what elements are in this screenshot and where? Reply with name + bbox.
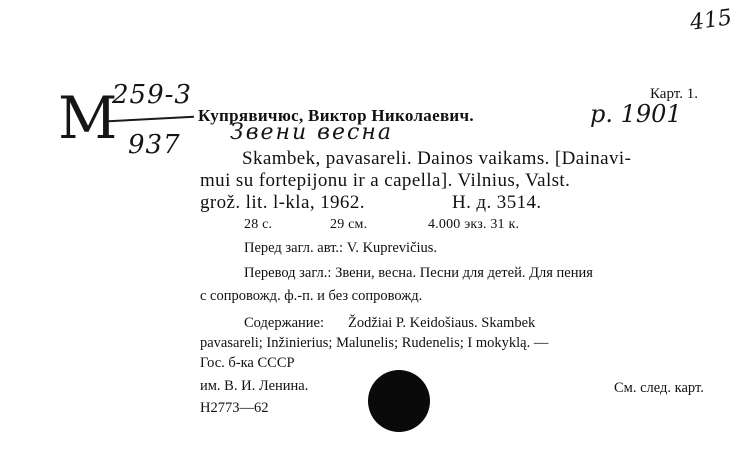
see-next-card: См. след. карт.: [614, 380, 704, 396]
handwritten-title: Звени весна: [230, 120, 393, 145]
shelfmark-divider: [108, 116, 194, 122]
shelfmark-top: 259-3: [112, 80, 192, 110]
description-line-1: Skambek, pavasareli. Dainos vaikams. [Dainavi-: [242, 148, 632, 169]
note-translation-1: Перевод загл.: Звени, весна. Песни для детей. Для пения: [244, 265, 593, 281]
note-title-author: Перед загл. авт.: V. Kuprevičius.: [244, 240, 438, 256]
physical-pages: 28 с.: [244, 217, 273, 232]
author-heading: Купрявичюс, Виктор Николаевич.: [198, 106, 474, 125]
library-line-1: Гос. б-ка СССР: [200, 355, 295, 371]
shelfmark-letter: М: [58, 84, 116, 152]
card-number: Н2773—62: [200, 400, 269, 416]
corner-note: 415: [688, 5, 734, 36]
physical-size: 29 см.: [330, 217, 368, 232]
note-translation-2: с сопровожд. ф.-п. и без сопровожд.: [200, 288, 423, 304]
ink-blot: [368, 370, 430, 432]
description-line-2: mui su fortepijonu ir a capella]. Vilnius, Valst.: [200, 170, 571, 191]
card-label: Карт. 1.: [650, 86, 698, 102]
library-line-2: им. В. И. Ленина.: [200, 378, 309, 394]
price-note: Н. д. 3514.: [452, 192, 542, 213]
shelfmark-bottom: 937: [128, 130, 181, 160]
contents-label: Содержание:: [244, 315, 325, 331]
contents-line-1: Žodžiai P. Keidošiaus. Skambek: [348, 315, 536, 331]
physical-copies: 4.000 экз. 31 к.: [428, 217, 520, 232]
birth-note: р. 1901: [590, 100, 682, 128]
contents-line-2: pavasareli; Inžinierius; Malunelis; Rudenelis; I mokyklą. —: [200, 335, 549, 351]
description-line-3: grož. lit. l-kla, 1962.: [200, 192, 365, 213]
